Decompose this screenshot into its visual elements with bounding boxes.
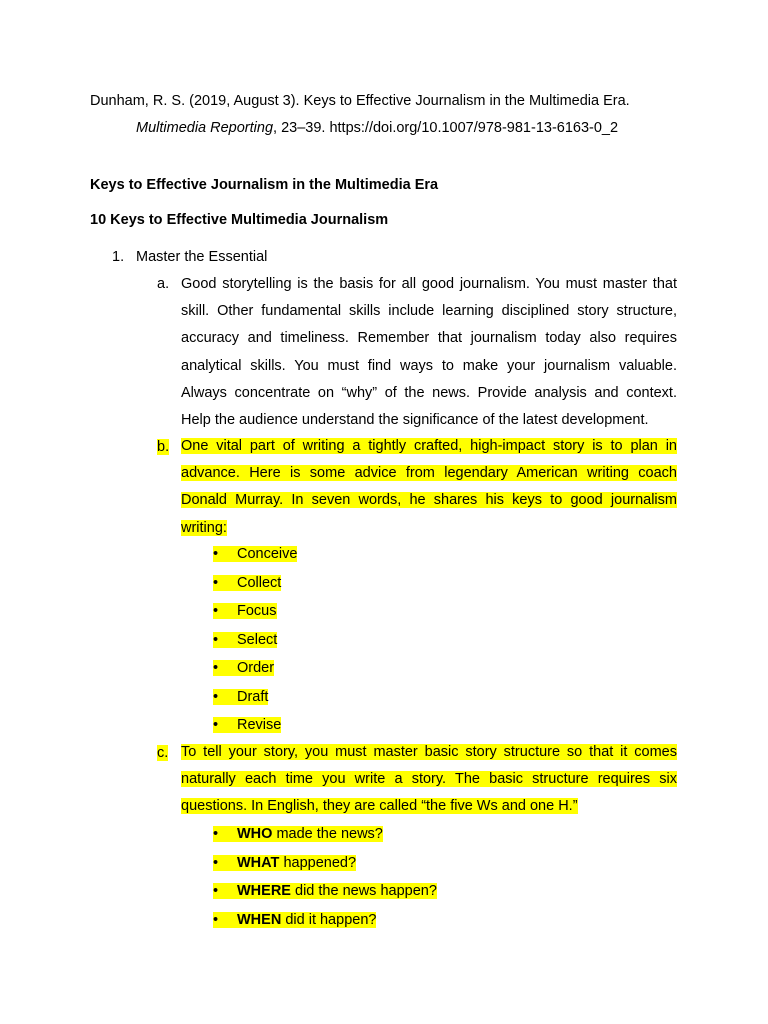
sub-item-letter: b. (157, 439, 170, 455)
sub-item-body (181, 433, 677, 542)
section-heading: 10 Keys to Effective Multimedia Journalism (90, 212, 389, 228)
paragraph-line: Always concentrate on “why” of the news. Provide analysis and context. (181, 384, 677, 401)
citation-line-1 (90, 93, 680, 109)
paragraph-line: writing: (181, 519, 227, 536)
paragraph-line: To tell your story, you must master basic story structure so that it comes (181, 744, 677, 760)
paragraph-line: One vital part of writing a tightly crafted, high-impact story is to plan in (181, 438, 677, 454)
citation-pages-doi: , 23–39. https://doi.org/10.1007/978-981-13-6163-0_2 (273, 120, 619, 136)
paragraph-line: analytical skills. You must find ways to make your journalism valuable. (181, 357, 677, 374)
paragraph-line: advance. Here is some advice from legendary American writing coach (181, 465, 677, 482)
bullet-item: • WHEN did it happen? (213, 912, 377, 928)
list-item-label: Master the Essential (136, 249, 268, 265)
bullet-item: • WHO made the news? (213, 826, 383, 842)
sub-item-body (181, 739, 677, 821)
bullet-item: • Draft (213, 689, 269, 705)
bullet-item: • Collect (213, 575, 282, 591)
bullet-item: • Focus (213, 603, 277, 619)
paragraph-line: Help the audience understand the significance of the latest development. (181, 412, 649, 429)
bullet-item: • Conceive (213, 546, 298, 562)
document-title: Keys to Effective Journalism in the Multimedia Era (90, 177, 439, 193)
bullet-item: • WHAT happened? (213, 855, 357, 871)
paragraph-line: accuracy and timeliness. Remember that journalism today also requires (181, 330, 677, 347)
paragraph-line: naturally each time you write a story. The basic structure requires six (181, 771, 677, 788)
paragraph-line: Donald Murray. In seven words, he shares his keys to good journalism (181, 492, 677, 509)
list-item-1 (112, 249, 267, 265)
bullet-item: • Revise (213, 717, 282, 733)
citation-text: Dunham, R. S. (2019, August 3). Keys to Effective Journalism in the Multimedia Era. (90, 93, 630, 109)
sub-item-letter: c. (157, 745, 169, 761)
bullet-item: • Order (213, 660, 275, 676)
citation-journal: Multimedia Reporting (136, 120, 274, 136)
sub-item-body (181, 271, 677, 434)
paragraph-line: skill. Other fundamental skills include learning disciplined story structure, (181, 303, 677, 320)
bullet-item: • Select (213, 632, 278, 648)
paragraph-line: questions. In English, they are called “the five Ws and one H.” (181, 798, 578, 815)
bullet-item: • WHERE did the news happen? (213, 883, 437, 899)
citation-line-2 (136, 120, 696, 136)
list-item-number: 1. (112, 249, 125, 265)
sub-item-letter: a. (157, 276, 170, 292)
paragraph-line: Good storytelling is the basis for all good journalism. You must master that (181, 276, 677, 292)
